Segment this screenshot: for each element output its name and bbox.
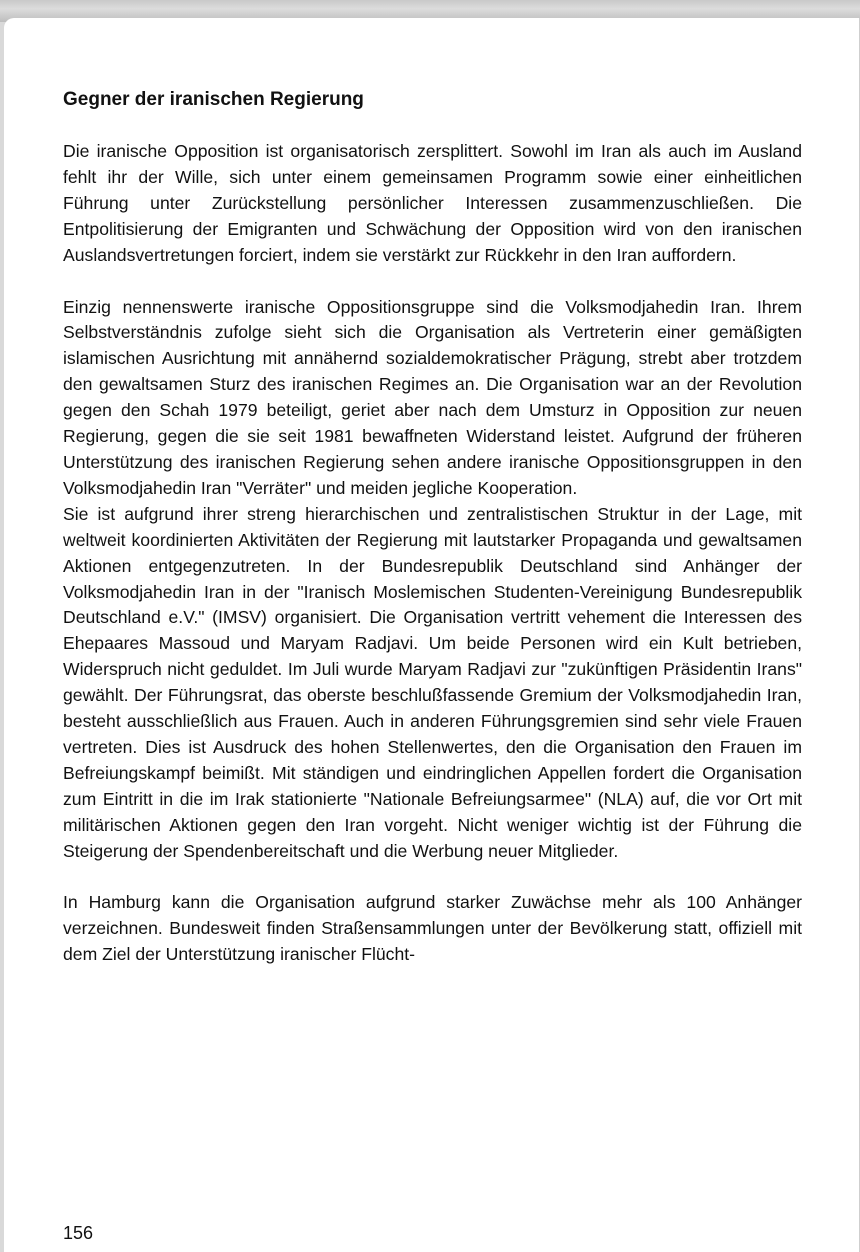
page-number: 156: [63, 1223, 94, 1243]
paragraph-hamburg: In Hamburg kann die Organisation aufgrund starker Zuwächse mehr als 100 Anhänger verzeichnen. Bundesweit finden Straßensammlungen unter der Bevölkerung statt, offiziell mit dem Ziel der Unterstützung iranischer Flücht-: [63, 892, 802, 965]
paragraph-volksmodjahedin: Einzig nennenswerte iranische Oppositionsgruppe sind die Volksmodjahedin Iran. Ihrem Selbstverständnis zufolge sieht sich die Organisation als Vertreterin einer gemäßigten islamischen Ausrichtung mit annähernd sozialdemokratischer Prägung, strebt aber trotzdem den gewaltsamen Sturz des iranischen Regimes an. Die Organisation war an der Revolution gegen den Schah 1979 beteiligt, geriet aber nach dem Umsturz in Opposition zur neuen Regierung, gegen die sie seit 1981 bewaffneten Widerstand leistet. Aufgrund der früheren Unterstützung des iranischen Regierung sehen andere iranische Oppositionsgruppen in den Volksmodjahedin Iran "Verräter" und meiden jegliche Kooperation.: [63, 296, 802, 498]
paragraph-opposition-fragmented: Die iranische Opposition ist organisatorisch zersplittert. Sowohl im Iran als auch im Ausland fehlt ihr der Wille, sich unter einem gemeinsamen Programm sowie einer einheitlichen Führung unter Zurückstellung persönlicher Interessen zusammenzuschließen. Die Entpolitisierung der Emigranten und Schwächung der Opposition wird von den iranischen Auslandsvertretungen forciert, indem sie verstärkt zur Rückkehr in den Iran auffordern.: [63, 141, 802, 265]
section-heading: Gegner der iranischen Regierung: [63, 89, 364, 110]
page-content: [63, 88, 802, 968]
paragraph-gap: [63, 269, 802, 295]
paragraph-gap: [63, 864, 802, 890]
document-page: [4, 18, 860, 1252]
paragraph-organisation-structure: Sie ist aufgrund ihrer streng hierarchischen und zentralistischen Struktur in der Lage, mit weltweit koordinierten Aktivitäten der Regierung mit lautstarker Propaganda und gewaltsamen Aktionen entgegenzutreten. In der Bundesrepublik Deutschland sind Anhänger der Volksmodjahedin Iran in der "Iranisch Moslemischen Studenten-Vereinigung Bundesrepublik Deutschland e.V." (IMSV) organisiert. Die Organisation vertritt vehement die Interessen des Ehepaares Massoud und Maryam Radjavi. Um beide Personen wird ein Kult betrieben, Widerspruch nicht geduldet. Im Juli wurde Maryam Radjavi zur "zukünftigen Präsidentin Irans" gewählt. Der Führungsrat, das oberste beschlußfassende Gremium der Volksmodjahedin Iran, besteht ausschließlich aus Frauen. Auch in anderen Führungsgremien sind sehr viele Frauen vertreten. Dies ist Ausdruck des hohen Stellenwertes, den die Organisation den Frauen im Befreiungskampf beimißt. Mit ständigen und eindringlichen Appellen fordert die Organisation zum Eintritt in die im Irak stationierte "Nationale Befreiungsarmee" (NLA) auf, die vor Ort mit militärischen Aktionen gegen den Iran vorgeht. Nicht weniger wichtig ist der Führung die Steigerung der Spendenbereitschaft und die Werbung neuer Mitglieder.: [63, 503, 802, 861]
